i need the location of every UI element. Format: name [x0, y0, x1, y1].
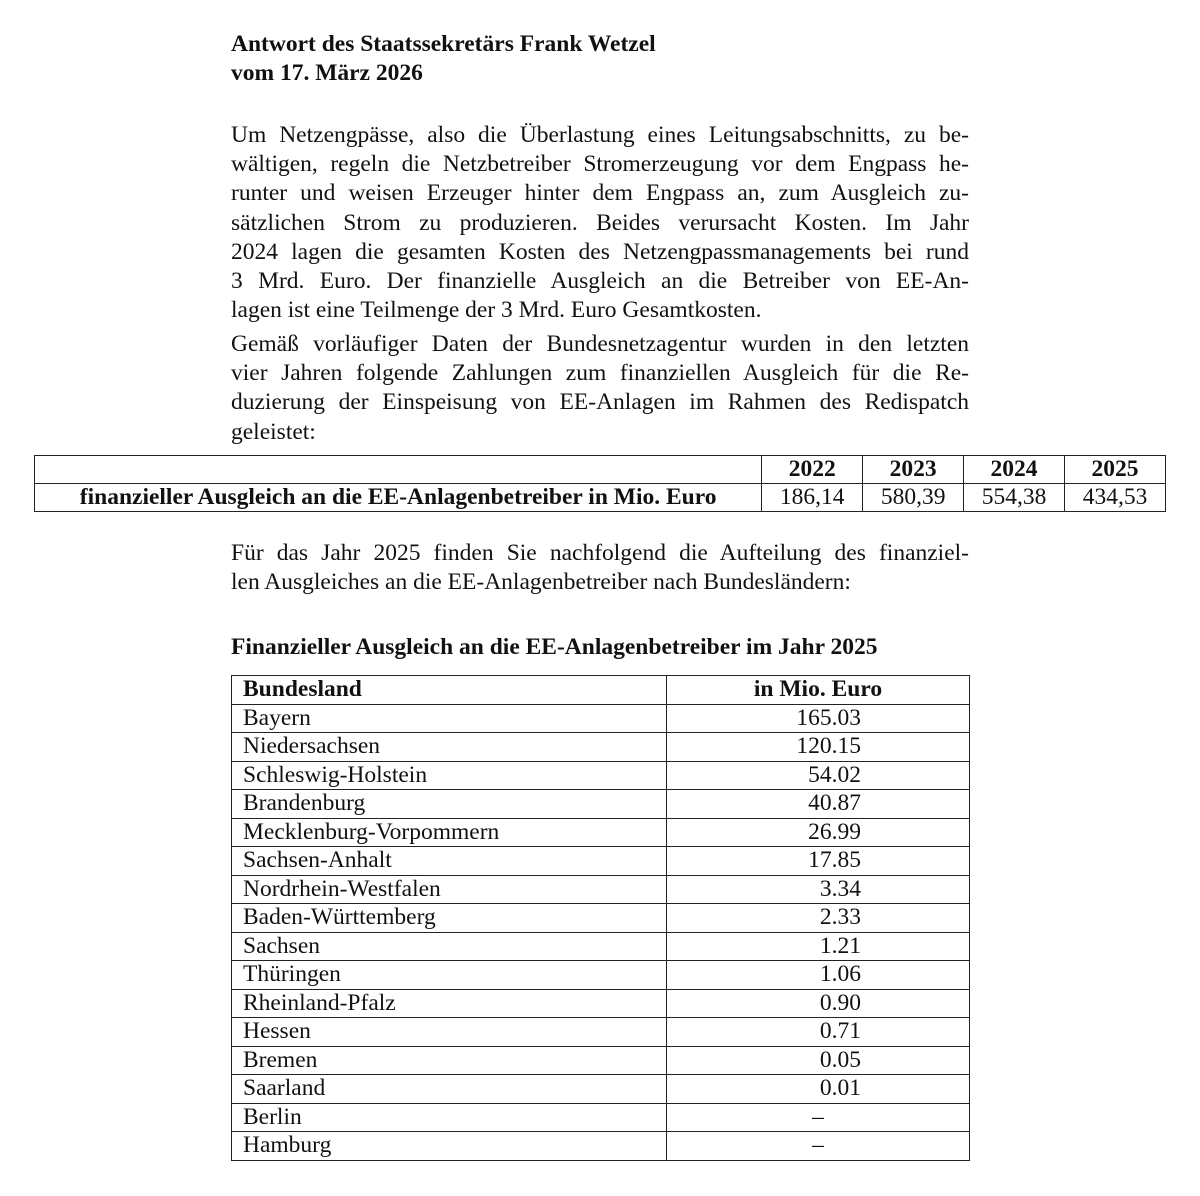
- column-header-bundesland: Bundesland: [232, 676, 667, 705]
- table-row: [232, 961, 970, 990]
- text-line: wältigen, regeln die Netzbetreiber Stromerzeugung vor dem Engpass he-: [231, 151, 969, 178]
- state-value-cell: [667, 932, 970, 961]
- state-value-cell: [667, 761, 970, 790]
- summary-value: 186,14: [762, 484, 863, 512]
- document-title: [231, 30, 656, 88]
- state-value-cell: [667, 1103, 970, 1132]
- state-value: 0.05: [819, 1046, 861, 1073]
- table-row: [232, 761, 970, 790]
- state-value: 17.85: [808, 847, 861, 874]
- state-value-cell: [667, 818, 970, 847]
- state-name: Sachsen-Anhalt: [232, 847, 667, 876]
- table-row: [232, 989, 970, 1018]
- summary-value: 580,39: [863, 484, 964, 512]
- state-name: Rheinland-Pfalz: [232, 989, 667, 1018]
- text-line: duzierung der Einspeisung von EE-Anlagen im Rahmen des Redispatch: [231, 389, 969, 416]
- year-header: 2024: [964, 456, 1065, 484]
- state-value: 0.71: [819, 1018, 861, 1045]
- state-value-cell: [667, 989, 970, 1018]
- state-value: 54.02: [808, 761, 861, 788]
- state-name: Thüringen: [232, 961, 667, 990]
- table-row: [232, 818, 970, 847]
- table-row: [232, 1075, 970, 1104]
- states-header-row: [232, 676, 970, 705]
- title-line-1: Antwort des Staatssekretärs Frank Wetzel: [231, 31, 656, 57]
- state-value-cell: [667, 1018, 970, 1047]
- state-name: Sachsen: [232, 932, 667, 961]
- state-value-cell: [667, 704, 970, 733]
- state-value: 1.21: [819, 932, 861, 959]
- table-row: [232, 1132, 970, 1161]
- state-name: Brandenburg: [232, 790, 667, 819]
- table-row: [232, 1103, 970, 1132]
- paragraph-bundesnetzagentur: [231, 330, 969, 447]
- state-name: Baden-Württemberg: [232, 904, 667, 933]
- table-row: [232, 1046, 970, 1075]
- text-line: 2024 lagen die gesamten Kosten des Netzengpassmanagements bei rund: [231, 238, 969, 265]
- state-value: 1.06: [819, 961, 861, 988]
- summary-data-row: [35, 484, 1166, 512]
- table-row: [232, 733, 970, 762]
- state-value: 0.90: [819, 989, 861, 1016]
- table-row: [232, 875, 970, 904]
- table-row: [232, 847, 970, 876]
- text-line: sätzlichen Strom zu produzieren. Beides verursacht Kosten. Im Jahr: [231, 209, 969, 236]
- table-row: [232, 790, 970, 819]
- text-line: vier Jahren folgende Zahlungen zum finanziellen Ausgleich für die Re-: [231, 360, 969, 387]
- state-value: 40.87: [808, 790, 861, 817]
- state-name: Hamburg: [232, 1132, 667, 1161]
- state-value: –: [812, 1103, 824, 1130]
- year-header: 2022: [762, 456, 863, 484]
- state-name: Mecklenburg-Vorpommern: [232, 818, 667, 847]
- state-value-cell: [667, 904, 970, 933]
- summary-value: 434,53: [1065, 484, 1166, 512]
- paragraph-netzengpass: [231, 121, 969, 325]
- state-value: –: [812, 1132, 824, 1159]
- text-line: geleistet:: [231, 418, 316, 445]
- state-value: 26.99: [808, 818, 861, 845]
- year-header: 2025: [1065, 456, 1166, 484]
- state-value-cell: [667, 875, 970, 904]
- year-header: 2023: [863, 456, 964, 484]
- states-table-caption: Finanzieller Ausgleich an die EE-Anlagenbetreiber im Jahr 2025: [231, 634, 878, 660]
- state-value-cell: [667, 733, 970, 762]
- column-header-value: in Mio. Euro: [667, 676, 970, 705]
- state-value: 0.01: [819, 1075, 861, 1102]
- summary-table: [34, 455, 1166, 512]
- state-name: Niedersachsen: [232, 733, 667, 762]
- state-name: Saarland: [232, 1075, 667, 1104]
- state-value-cell: [667, 1075, 970, 1104]
- paragraph-aufteilung: [231, 539, 969, 597]
- state-name: Schleswig-Holstein: [232, 761, 667, 790]
- summary-value: 554,38: [964, 484, 1065, 512]
- state-value: 120.15: [796, 733, 861, 760]
- table-row: [232, 904, 970, 933]
- state-value: 2.33: [819, 904, 861, 931]
- summary-row-label: finanzieller Ausgleich an die EE-Anlagenbetreiber in Mio. Euro: [35, 484, 762, 512]
- title-line-2: vom 17. März 2026: [231, 60, 423, 86]
- state-value-cell: [667, 1132, 970, 1161]
- text-line: Für das Jahr 2025 finden Sie nachfolgend die Aufteilung des finanziel-: [231, 540, 969, 566]
- text-line: 3 Mrd. Euro. Der finanzielle Ausgleich an die Betreiber von EE-An-: [231, 268, 969, 295]
- state-value-cell: [667, 1046, 970, 1075]
- state-name: Hessen: [232, 1018, 667, 1047]
- table-row: [232, 932, 970, 961]
- state-value-cell: [667, 847, 970, 876]
- text-line: lagen ist eine Teilmenge der 3 Mrd. Euro Gesamtkosten.: [231, 297, 762, 324]
- state-value: 3.34: [819, 875, 861, 902]
- text-line: Um Netzengpässe, also die Überlastung eines Leitungsabschnitts, zu be-: [231, 122, 969, 148]
- state-value: 165.03: [796, 704, 861, 731]
- text-line: len Ausgleiches an die EE-Anlagenbetreiber nach Bundesländern:: [231, 569, 851, 596]
- state-name: Bremen: [232, 1046, 667, 1075]
- state-name: Berlin: [232, 1103, 667, 1132]
- state-name: Bayern: [232, 704, 667, 733]
- text-line: Gemäß vorläufiger Daten der Bundesnetzagentur wurden in den letzten: [231, 331, 969, 357]
- summary-header-row: [35, 456, 1166, 484]
- state-value-cell: [667, 961, 970, 990]
- state-name: Nordrhein-Westfalen: [232, 875, 667, 904]
- states-table: [231, 675, 970, 1161]
- text-line: runter und weisen Erzeuger hinter dem Engpass an, zum Ausgleich zu-: [231, 180, 969, 207]
- state-value-cell: [667, 790, 970, 819]
- table-row: [232, 1018, 970, 1047]
- table-row: [232, 704, 970, 733]
- summary-header-empty: [35, 456, 762, 484]
